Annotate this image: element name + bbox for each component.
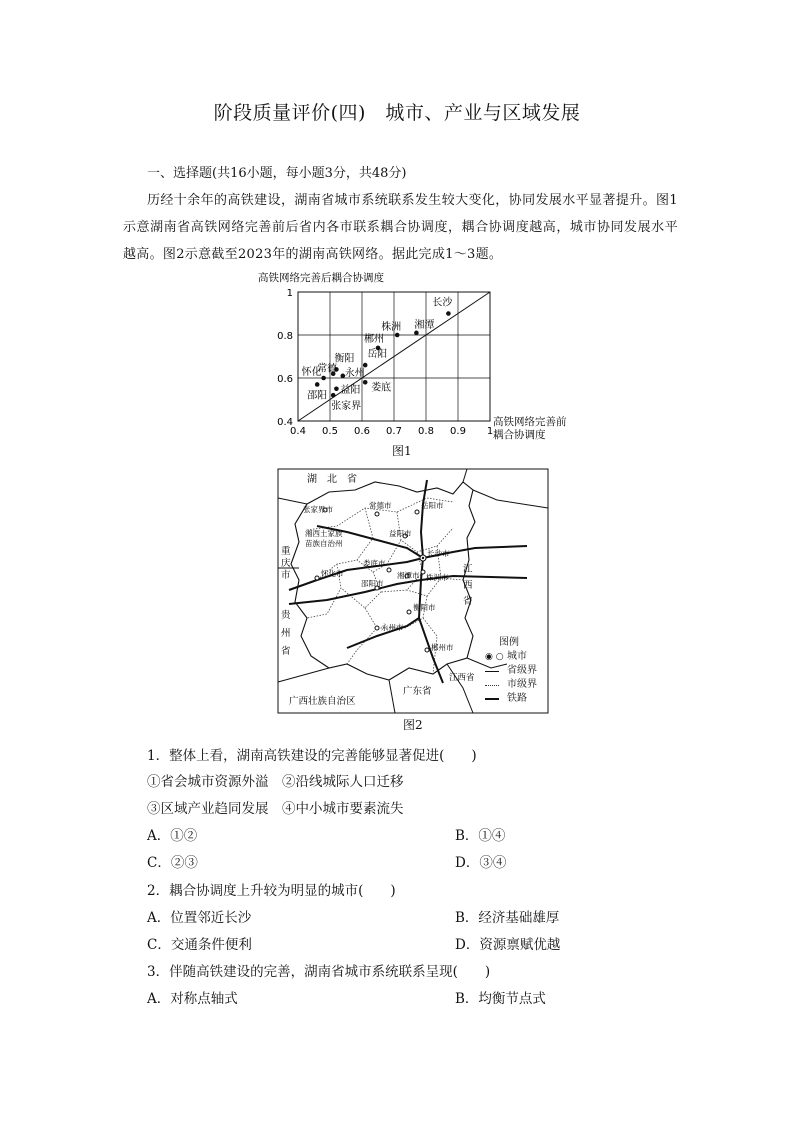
question-3-option-a[interactable]: A．对称点轴式 [147, 991, 238, 1007]
label-changsha: 长沙市 [427, 549, 450, 558]
label-hengyang: 衡阳市 [413, 603, 436, 612]
scatter-point [331, 393, 336, 398]
point-label: 常德 [317, 363, 338, 375]
scatter-point [321, 376, 326, 381]
question-1-option-a[interactable]: A．①② [147, 828, 198, 844]
point-label: 邵阳 [307, 390, 328, 402]
label-yueyang: 岳阳市 [421, 501, 444, 510]
point-label: 郴州 [364, 333, 384, 345]
x-tick-label: 0.4 [290, 426, 306, 437]
legend-label: 铁路 [507, 693, 527, 704]
point-label: 益阳 [340, 384, 361, 396]
scatter-point [363, 380, 368, 385]
point-label: 岳阳 [367, 349, 388, 361]
section-heading: 一、选择题(共16小题，每小题3分，共48分) [147, 166, 407, 181]
label-jiangxi-south: 江西省 [449, 673, 475, 683]
point-label: 永州 [344, 367, 365, 379]
label-xiangxi-1: 湘西土家族 [305, 529, 343, 538]
label-zhuzhou: 株洲市 [426, 573, 449, 582]
intro-line: 图1示意湖南省高铁网络完善前后省内各市联系耦合协调度，耦合协调度越高，城市协同发 [123, 193, 678, 235]
label-xiangxi-2: 苗族自治州 [305, 539, 343, 548]
label-jiangxi-1: 江 [463, 564, 473, 575]
label-loudi: 娄底市 [363, 559, 386, 568]
question-1-statement: ①省会城市资源外溢 ②沿线城际人口迁移 [147, 774, 404, 790]
x-tick-label: 0.5 [322, 426, 338, 437]
label-xiangtan: 湘潭市 [397, 571, 420, 580]
label-guizhou-1: 贵 [281, 610, 291, 621]
legend-label: 省级界 [507, 665, 537, 676]
scatter-point [414, 331, 419, 336]
point-label: 株洲 [381, 322, 402, 333]
y-tick-label: 0.6 [277, 374, 293, 385]
label-yongzhou: 永州市 [381, 623, 404, 632]
intro-line: 展水平越高。图2示意截至2023年的湖南高铁网络。据此完成1～3题。 [123, 220, 678, 262]
label-jiangxi-2: 西 [463, 580, 473, 591]
x-tick-label: 1 [486, 426, 494, 437]
y-axis-label: 高铁网络完善后耦合协调度 [258, 272, 384, 284]
question-1-statement: ③区域产业趋同发展 ④中小城市要素流失 [147, 801, 404, 817]
x-tick-label: 0.7 [386, 426, 402, 437]
scatter-point [395, 333, 400, 338]
label-chongqing-1: 重 [281, 546, 291, 557]
city-boundary-line-icon [485, 685, 499, 686]
point-label: 长沙 [432, 297, 453, 309]
label-guizhou-2: 州 [281, 628, 291, 639]
question-2-option-c[interactable]: C．交通条件便利 [147, 937, 252, 953]
label-guangxi: 广西壮族自治区 [289, 696, 356, 707]
scatter-point [334, 386, 339, 391]
point-label: 张家界 [331, 401, 362, 413]
legend-item-city-boundary [485, 678, 537, 692]
label-zhangjiajie: 张家界市 [303, 505, 333, 514]
legend-label: 市级界 [507, 679, 537, 690]
x-tick-label: 0.8 [418, 426, 434, 437]
x-tick-label: 0.6 [354, 426, 370, 437]
railway-line-icon [485, 698, 499, 700]
city-symbol-icon: ◉ ○ [485, 652, 504, 662]
intro-line: 历经十余年的高铁建设，湖南省城市系统联系发生较大变化，协同发展水平显著提升。 [147, 193, 657, 208]
y-tick-label: 1 [286, 288, 293, 299]
legend-label: 城市 [507, 651, 527, 662]
x-axis-label-line2: 耦合协调度 [493, 429, 546, 441]
intro-paragraph [123, 187, 678, 268]
y-tick-label: 0.4 [277, 417, 293, 428]
label-chongqing-3: 市 [281, 570, 291, 581]
label-shaoyang: 邵阳市 [361, 579, 384, 588]
label-guizhou-3: 省 [281, 646, 291, 657]
x-axis-label-line1: 高铁网络完善前 [493, 416, 567, 428]
figure1-scatter-chart [250, 268, 580, 448]
legend-item-province [485, 664, 537, 678]
question-2-option-a[interactable]: A．位置邻近长沙 [147, 910, 252, 926]
label-chongqing-2: 庆 [281, 558, 291, 569]
figure2-caption: 图2 [403, 718, 423, 732]
label-huaihua: 怀化市 [321, 569, 344, 578]
label-guangdong: 广东省 [403, 686, 432, 697]
point-label: 湘潭 [414, 319, 435, 331]
scatter-point [446, 311, 451, 316]
question-1-option-d[interactable]: D．③④ [455, 855, 507, 871]
label-hubei: 湖 北 省 [307, 474, 357, 485]
figure1-caption: 图1 [392, 444, 412, 458]
scatter-point [315, 382, 320, 387]
question-3-stem: 3．伴随高铁建设的完善，湖南省城市系统联系呈现( ) [147, 964, 491, 980]
point-label: 怀化 [301, 367, 322, 378]
question-2-option-b[interactable]: B．经济基础雄厚 [455, 910, 560, 926]
question-1-option-c[interactable]: C．②③ [147, 855, 198, 871]
question-2-stem: 2．耦合协调度上升较为明显的城市( ) [147, 883, 396, 899]
scatter-point [363, 363, 368, 368]
province-line-icon [485, 671, 499, 672]
question-1-option-b[interactable]: B．①④ [455, 828, 506, 844]
label-yiyang: 益阳市 [389, 529, 412, 538]
label-chenzhou: 郴州市 [431, 643, 454, 652]
question-1-stem: 1．整体上看，湖南高铁建设的完善能够显著促进( ) [147, 748, 477, 764]
point-label: 娄底 [371, 382, 392, 394]
legend-item-railway [485, 692, 537, 706]
label-jiangxi-3: 省 [463, 596, 473, 607]
y-tick-label: 0.8 [277, 331, 293, 342]
page-title: 阶段质量评价(四) 城市、产业与区域发展 [213, 102, 581, 124]
question-3-option-b[interactable]: B．均衡节点式 [455, 991, 546, 1007]
label-changde: 常德市 [369, 501, 392, 510]
point-label: 衡阳 [334, 353, 355, 365]
question-2-option-d[interactable]: D．资源禀赋优越 [455, 937, 561, 953]
map-legend [485, 636, 537, 706]
x-tick-label: 0.9 [450, 426, 466, 437]
legend-title: 图例 [499, 637, 519, 648]
legend-item-city [485, 650, 537, 664]
